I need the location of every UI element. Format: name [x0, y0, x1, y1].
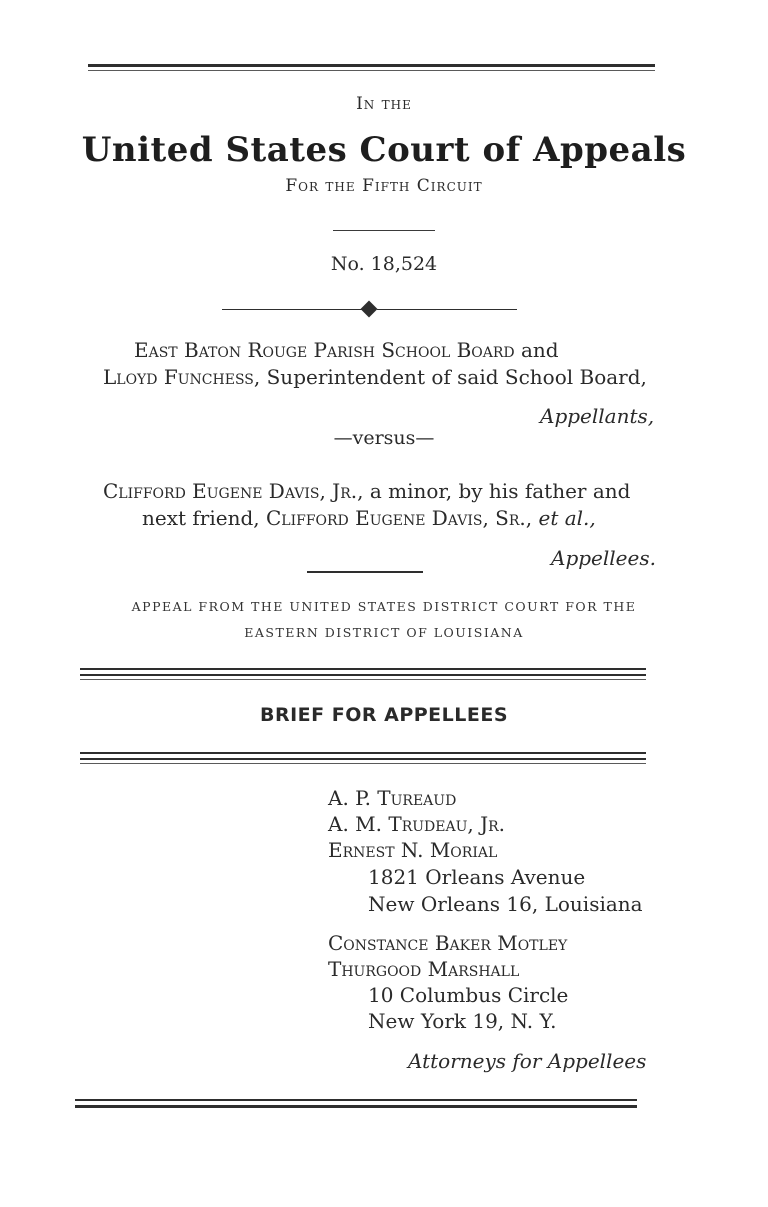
- attorney-trudeau: A. M. Trudeau, Jr.: [328, 812, 506, 836]
- brief-rule-top-2: [80, 674, 646, 676]
- brief-rule-top-3: [80, 679, 646, 680]
- appellants-line-1: [134, 336, 559, 364]
- ornament-rule-left: [222, 309, 362, 310]
- appellees-label: Appellees.: [551, 546, 656, 570]
- next-friend-text: next friend,: [142, 506, 266, 530]
- brief-title: BRIEF FOR APPELLEES: [259, 704, 509, 726]
- bottom-rule-thick: [75, 1099, 637, 1101]
- attorneys-for-label: Attorneys for Appellees: [408, 1049, 647, 1073]
- address-1-city: New Orleans 16, Louisiana: [368, 892, 643, 916]
- appellants-line-2: [103, 363, 647, 391]
- attorney-marshall: Thurgood Marshall: [328, 957, 520, 981]
- case-number: No. 18,524: [330, 253, 438, 275]
- comma-text: ,: [525, 506, 539, 530]
- attorney-motley: Constance Baker Motley: [328, 931, 568, 955]
- appellees-line-1: [103, 477, 630, 505]
- appellees-line-2: [142, 504, 596, 532]
- minor-text: , a minor, by his father and: [357, 479, 631, 503]
- brief-rule-top-1: [80, 668, 646, 670]
- circuit-heading: For the Fifth Circuit: [285, 176, 483, 196]
- et-al-text: et al.,: [538, 506, 596, 530]
- appellants-label: Appellants,: [540, 404, 655, 428]
- bottom-rule-thick-2: [75, 1105, 637, 1108]
- ornament-rule-right: [377, 309, 517, 310]
- top-rule-thick: [88, 64, 655, 67]
- court-name: United States Court of Appeals: [81, 130, 687, 170]
- and-text: and: [514, 338, 559, 362]
- short-thick-divider: [307, 571, 423, 573]
- address-1-street: 1821 Orleans Avenue: [368, 865, 586, 889]
- brief-rule-bottom-1: [80, 752, 646, 754]
- superintendent-text: , Superintendent of said School Board,: [253, 365, 647, 389]
- attorney-morial: Ernest N. Morial: [328, 838, 498, 862]
- top-rule-thin: [88, 70, 655, 71]
- attorney-tureaud: A. P. Tureaud: [328, 786, 457, 810]
- brief-rule-bottom-2: [80, 758, 646, 760]
- appellant-school-board: East Baton Rouge Parish School Board: [134, 338, 515, 362]
- address-2-city: New York 19, N. Y.: [368, 1009, 557, 1033]
- appeal-from-line-1: APPEAL FROM THE UNITED STATES DISTRICT COURT FOR THE: [131, 599, 637, 614]
- address-2-street: 10 Columbus Circle: [368, 983, 569, 1007]
- appellee-davis-sr: Clifford Eugene Davis, Sr.: [265, 506, 526, 530]
- brief-rule-bottom-3: [80, 763, 646, 764]
- short-divider: [333, 230, 435, 231]
- versus-text: —versus—: [333, 427, 435, 449]
- appellee-davis-jr: Clifford Eugene Davis, Jr.: [103, 479, 358, 503]
- appeal-from-line-2: EASTERN DISTRICT OF LOUISIANA: [244, 625, 524, 640]
- in-the-heading: In the: [356, 94, 412, 114]
- appellant-funchess: Lloyd Funchess: [103, 365, 254, 389]
- diamond-ornament-icon: [361, 301, 378, 318]
